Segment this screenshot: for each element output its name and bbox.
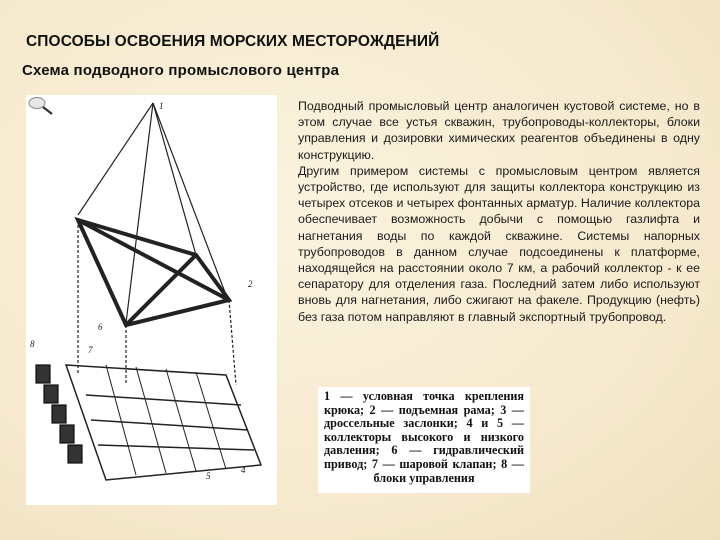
slide-title: СПОСОБЫ ОСВОЕНИЯ МОРСКИХ МЕСТОРОЖДЕНИЙ (26, 33, 440, 50)
diagram-drawing (26, 95, 277, 505)
paragraph-1: Подводный промысловый центр аналогичен кустовой системе, но в этом случае все устья скважин, трубопроводы-коллекторы, блоки управления и дозировки химических реагентов объединены в одну конструкцию. (298, 99, 700, 162)
figure-legend: 1 — условная точка крепления крюка; 2 — подъемная рама; 3 — дроссельные заслонки; 4 и 5 — коллекторы высокого и низкого давления; 6 — гидравлический привод; 7 — шаровой клапан; 8 — блоки управления (318, 387, 530, 493)
figure-label-2: 2 (248, 279, 253, 289)
paragraph-2: Другим примером системы с промысловым центром является устройство, где используют для защиты коллектора конструкцию из четырех отсеков и четырех фонтанных арматур. Наличие коллектора обеспечивает возможность добычи с помощью газлифта и нагнетания воды по каждой скважине. Системы напорных трубопроводов в данном случае подсоединены к платформе, находящейся на расстоянии около 7 км, а рабочий коллектор - к ее сепаратору для отделения газа. Последний затем либо используют вновь для нагнетания, либо сжигают на факеле. Продукцию (нефть) без газа потом направляют в главный экспортный трубопровод. (298, 163, 700, 324)
magnifier-icon[interactable] (27, 96, 55, 123)
description-text (298, 98, 700, 325)
subsea-center-diagram (26, 95, 277, 505)
figure-label-7: 7 (88, 345, 93, 355)
slide-subtitle: Схема подводного промыслового центра (22, 62, 340, 79)
figure-label-5: 5 (206, 471, 211, 481)
figure-label-8: 8 (30, 339, 35, 349)
figure-label-4: 4 (241, 465, 246, 475)
figure-label-1: 1 (159, 101, 164, 111)
figure-label-6: 6 (98, 322, 103, 332)
